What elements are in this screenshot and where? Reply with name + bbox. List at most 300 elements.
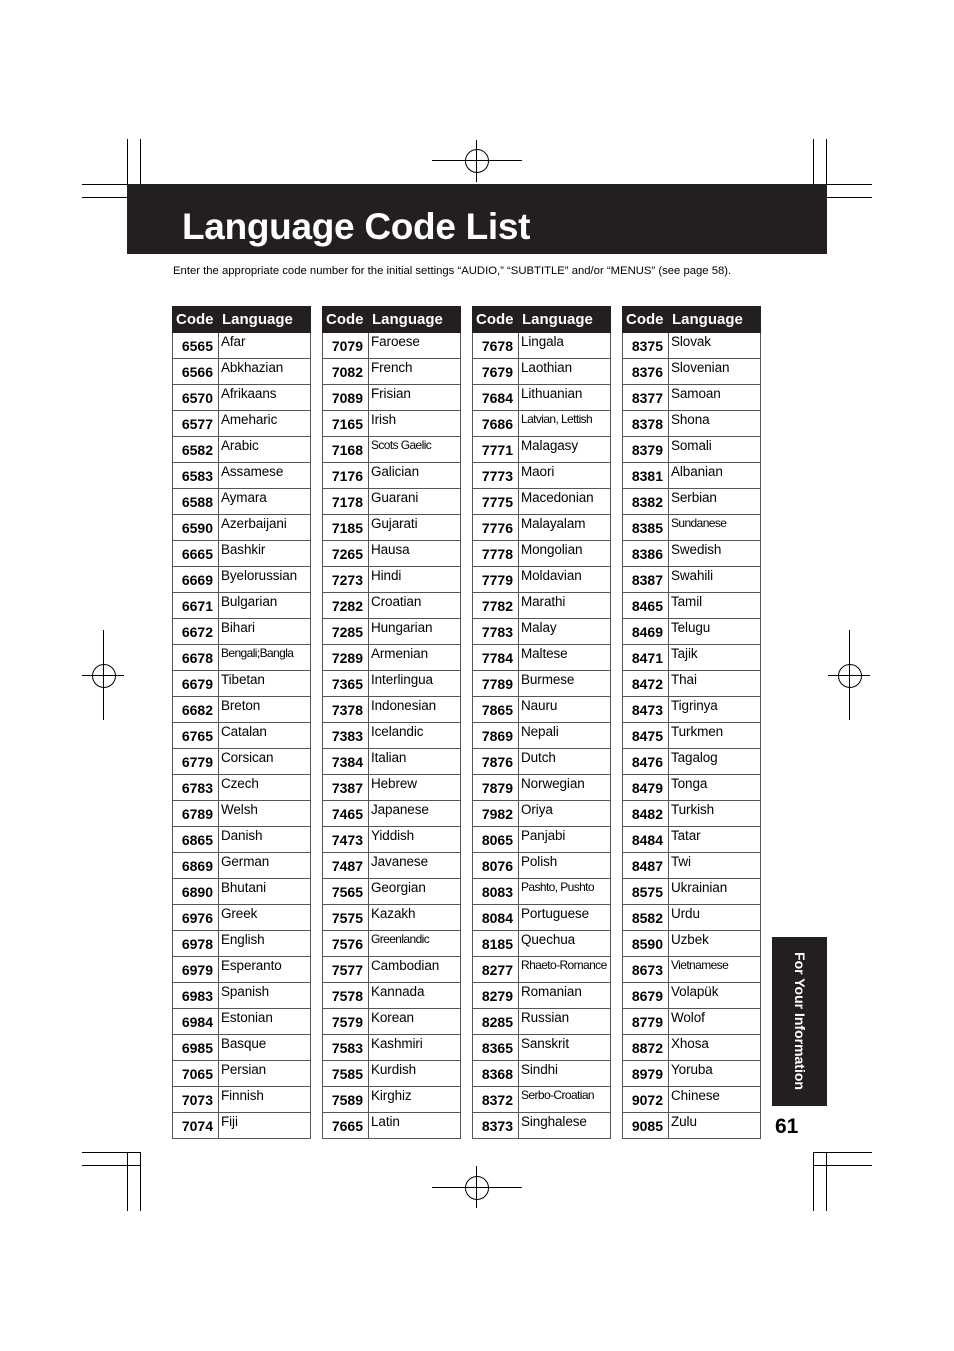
language-code: 6869 (173, 853, 219, 879)
language-code: 7185 (323, 515, 369, 541)
language-name: Japanese (369, 801, 461, 827)
table-row (473, 333, 611, 359)
language-name: Hungarian (369, 619, 461, 645)
table-row (323, 619, 461, 645)
language-name: Fiji (219, 1113, 311, 1139)
table-row (473, 489, 611, 515)
table-row (173, 983, 311, 1009)
header-language: Language (219, 307, 311, 333)
language-name: Kannada (369, 983, 461, 1009)
language-code: 7869 (473, 723, 519, 749)
language-name: Guarani (369, 489, 461, 515)
table-row (173, 541, 311, 567)
language-name: Yiddish (369, 827, 461, 853)
language-code: 6984 (173, 1009, 219, 1035)
language-name: Welsh (219, 801, 311, 827)
code-table-3 (472, 306, 611, 1139)
language-name: Tatar (669, 827, 761, 853)
table-row (173, 723, 311, 749)
language-name: Armenian (369, 645, 461, 671)
language-code: 8387 (623, 567, 669, 593)
language-name: Tagalog (669, 749, 761, 775)
language-name: Greenlandic (369, 931, 461, 957)
table-row (323, 567, 461, 593)
table-row (623, 853, 761, 879)
language-name: Chinese (669, 1087, 761, 1113)
language-name: Marathi (519, 593, 611, 619)
table-row (473, 515, 611, 541)
language-name: Ameharic (219, 411, 311, 437)
language-code: 7487 (323, 853, 369, 879)
table-row (323, 931, 461, 957)
language-code: 6765 (173, 723, 219, 749)
table-row (473, 1061, 611, 1087)
header-code: Code (623, 307, 669, 333)
table-row (323, 723, 461, 749)
table-row (323, 1061, 461, 1087)
language-name: Turkish (669, 801, 761, 827)
language-code: 8476 (623, 749, 669, 775)
language-name: Sundanese (669, 515, 761, 541)
table-row (173, 801, 311, 827)
language-name: Esperanto (219, 957, 311, 983)
page-number: 61 (775, 1115, 799, 1138)
language-code: 6570 (173, 385, 219, 411)
language-name: Zulu (669, 1113, 761, 1139)
language-code: 7771 (473, 437, 519, 463)
table-row (623, 905, 761, 931)
language-code: 8375 (623, 333, 669, 359)
language-code: 7679 (473, 359, 519, 385)
table-row (473, 827, 611, 853)
language-name: Singhalese (519, 1113, 611, 1139)
table-row (623, 749, 761, 775)
table-row (473, 853, 611, 879)
language-name: Faroese (369, 333, 461, 359)
table-row (473, 541, 611, 567)
language-code: 6985 (173, 1035, 219, 1061)
table-row (173, 957, 311, 983)
language-name: French (369, 359, 461, 385)
table-row (473, 1113, 611, 1139)
language-code: 9085 (623, 1113, 669, 1139)
table-row (623, 879, 761, 905)
table-row (473, 957, 611, 983)
table-row (173, 749, 311, 775)
table-header-row (323, 307, 461, 333)
language-code: 7089 (323, 385, 369, 411)
table-row (623, 697, 761, 723)
table-row (623, 385, 761, 411)
table-row (623, 645, 761, 671)
language-code: 8386 (623, 541, 669, 567)
language-name: Serbo-Croatian (519, 1087, 611, 1113)
language-name: Bengali;Bangla (219, 645, 311, 671)
language-name: Hebrew (369, 775, 461, 801)
table-row (323, 359, 461, 385)
language-name: German (219, 853, 311, 879)
language-name: Volapük (669, 983, 761, 1009)
table-row (623, 671, 761, 697)
table-row (323, 411, 461, 437)
language-code: 7265 (323, 541, 369, 567)
language-code: 7678 (473, 333, 519, 359)
language-name: Czech (219, 775, 311, 801)
language-code: 8373 (473, 1113, 519, 1139)
language-code: 8473 (623, 697, 669, 723)
language-code: 7384 (323, 749, 369, 775)
language-code: 7165 (323, 411, 369, 437)
language-name: Catalan (219, 723, 311, 749)
language-code: 6577 (173, 411, 219, 437)
language-name: Scots Gaelic (369, 437, 461, 463)
language-name: English (219, 931, 311, 957)
table-row (323, 593, 461, 619)
table-row (323, 827, 461, 853)
language-code: 8084 (473, 905, 519, 931)
language-code: 7565 (323, 879, 369, 905)
language-code: 6671 (173, 593, 219, 619)
language-code: 8979 (623, 1061, 669, 1087)
language-name: Oriya (519, 801, 611, 827)
header-code: Code (473, 307, 519, 333)
language-name: Romanian (519, 983, 611, 1009)
language-name: Finnish (219, 1087, 311, 1113)
language-name: Sindhi (519, 1061, 611, 1087)
language-code: 6565 (173, 333, 219, 359)
language-name: Nepali (519, 723, 611, 749)
language-code: 7585 (323, 1061, 369, 1087)
table-row (473, 411, 611, 437)
language-code: 6865 (173, 827, 219, 853)
language-name: Slovenian (669, 359, 761, 385)
page-title: Language Code List (182, 206, 531, 247)
table-row (623, 619, 761, 645)
language-name: Norwegian (519, 775, 611, 801)
language-code: 8379 (623, 437, 669, 463)
table-row (323, 385, 461, 411)
language-code: 7789 (473, 671, 519, 697)
language-code: 8381 (623, 463, 669, 489)
language-name: Malagasy (519, 437, 611, 463)
language-code: 7879 (473, 775, 519, 801)
table-row (473, 723, 611, 749)
table-row (473, 671, 611, 697)
language-name: Spanish (219, 983, 311, 1009)
table-row (323, 905, 461, 931)
table-row (623, 931, 761, 957)
language-code: 8590 (623, 931, 669, 957)
language-name: Samoan (669, 385, 761, 411)
language-code: 7465 (323, 801, 369, 827)
language-name: Korean (369, 1009, 461, 1035)
language-code: 6566 (173, 359, 219, 385)
table-row (173, 463, 311, 489)
language-code: 7079 (323, 333, 369, 359)
section-tab-label: For Your Information (792, 952, 808, 1090)
language-name: Polish (519, 853, 611, 879)
table-row (323, 541, 461, 567)
language-name: Kurdish (369, 1061, 461, 1087)
language-code: 8872 (623, 1035, 669, 1061)
table-row (623, 1061, 761, 1087)
language-code: 8376 (623, 359, 669, 385)
language-code: 7783 (473, 619, 519, 645)
language-name: Pashto, Pushto (519, 879, 611, 905)
language-name: Indonesian (369, 697, 461, 723)
intro-text: Enter the appropriate code number for the initial settings “AUDIO,” “SUBTITLE” and/or “MENUS” (see page 58). (173, 265, 732, 277)
language-code: 8083 (473, 879, 519, 905)
language-name: Laothian (519, 359, 611, 385)
language-name: Kashmiri (369, 1035, 461, 1061)
language-name: Estonian (219, 1009, 311, 1035)
title-bar (127, 184, 827, 254)
language-code: 7583 (323, 1035, 369, 1061)
language-code: 7982 (473, 801, 519, 827)
language-code: 7773 (473, 463, 519, 489)
table-row (173, 645, 311, 671)
language-code: 8575 (623, 879, 669, 905)
language-name: Javanese (369, 853, 461, 879)
table-row (173, 619, 311, 645)
table-row (473, 359, 611, 385)
language-name: Lingala (519, 333, 611, 359)
table-row (623, 463, 761, 489)
language-name: Abkhazian (219, 359, 311, 385)
code-table-4 (622, 306, 761, 1139)
language-name: Malay (519, 619, 611, 645)
language-code: 8469 (623, 619, 669, 645)
table-row (623, 1009, 761, 1035)
language-code: 7473 (323, 827, 369, 853)
language-name: Swahili (669, 567, 761, 593)
table-row (473, 931, 611, 957)
language-code: 7876 (473, 749, 519, 775)
language-name: Assamese (219, 463, 311, 489)
language-name: Greek (219, 905, 311, 931)
table-row (173, 1035, 311, 1061)
language-name: Tonga (669, 775, 761, 801)
table-row (173, 567, 311, 593)
table-row (173, 827, 311, 853)
table-row (323, 853, 461, 879)
language-code: 8673 (623, 957, 669, 983)
language-name: Twi (669, 853, 761, 879)
table-row (323, 1035, 461, 1061)
table-row (473, 437, 611, 463)
language-name: Albanian (669, 463, 761, 489)
table-row (323, 645, 461, 671)
language-code: 6682 (173, 697, 219, 723)
language-name: Tamil (669, 593, 761, 619)
language-name: Malayalam (519, 515, 611, 541)
section-tab (772, 937, 827, 1106)
table-row (173, 697, 311, 723)
language-code: 7383 (323, 723, 369, 749)
table-row (623, 983, 761, 1009)
table-row (623, 359, 761, 385)
language-name: Ukrainian (669, 879, 761, 905)
language-code: 6679 (173, 671, 219, 697)
language-code: 7178 (323, 489, 369, 515)
language-code: 6789 (173, 801, 219, 827)
language-code: 8472 (623, 671, 669, 697)
language-name: Latin (369, 1113, 461, 1139)
language-code: 8471 (623, 645, 669, 671)
language-name: Afar (219, 333, 311, 359)
language-name: Gujarati (369, 515, 461, 541)
table-row (473, 385, 611, 411)
language-code: 6583 (173, 463, 219, 489)
language-name: Shona (669, 411, 761, 437)
language-code: 7778 (473, 541, 519, 567)
language-name: Quechua (519, 931, 611, 957)
language-code: 8779 (623, 1009, 669, 1035)
language-code: 6983 (173, 983, 219, 1009)
table-row (323, 489, 461, 515)
language-name: Vietnamese (669, 957, 761, 983)
language-name: Frisian (369, 385, 461, 411)
table-row (623, 827, 761, 853)
language-name: Persian (219, 1061, 311, 1087)
language-code: 8277 (473, 957, 519, 983)
language-code: 7365 (323, 671, 369, 697)
language-code: 8372 (473, 1087, 519, 1113)
language-name: Corsican (219, 749, 311, 775)
language-code: 9072 (623, 1087, 669, 1113)
language-name: Georgian (369, 879, 461, 905)
language-code: 7782 (473, 593, 519, 619)
table-row (173, 853, 311, 879)
table-row (173, 359, 311, 385)
table-row (623, 489, 761, 515)
code-table-1 (172, 306, 311, 1139)
language-code: 8479 (623, 775, 669, 801)
language-code: 8382 (623, 489, 669, 515)
table-row (623, 411, 761, 437)
table-row (173, 671, 311, 697)
language-name: Tajik (669, 645, 761, 671)
language-code: 7082 (323, 359, 369, 385)
language-code: 6979 (173, 957, 219, 983)
language-name: Bashkir (219, 541, 311, 567)
language-code: 8378 (623, 411, 669, 437)
language-code: 7589 (323, 1087, 369, 1113)
language-code: 7775 (473, 489, 519, 515)
table-row (323, 1009, 461, 1035)
language-name: Yoruba (669, 1061, 761, 1087)
table-row (173, 879, 311, 905)
table-row (323, 333, 461, 359)
language-name: Italian (369, 749, 461, 775)
table-row (473, 1087, 611, 1113)
language-code: 6672 (173, 619, 219, 645)
language-name: Bihari (219, 619, 311, 645)
language-code: 8365 (473, 1035, 519, 1061)
language-name: Moldavian (519, 567, 611, 593)
language-code: 7684 (473, 385, 519, 411)
table-row (623, 333, 761, 359)
table-row (473, 983, 611, 1009)
language-name: Interlingua (369, 671, 461, 697)
language-name: Tigrinya (669, 697, 761, 723)
language-code: 8377 (623, 385, 669, 411)
language-code: 8475 (623, 723, 669, 749)
table-row (623, 1035, 761, 1061)
table-row (173, 385, 311, 411)
table-row (623, 957, 761, 983)
table-row (473, 697, 611, 723)
table-row (473, 593, 611, 619)
table-row (473, 1009, 611, 1035)
table-row (473, 1035, 611, 1061)
language-name: Sanskrit (519, 1035, 611, 1061)
language-name: Azerbaijani (219, 515, 311, 541)
table-row (323, 749, 461, 775)
table-row (323, 801, 461, 827)
table-row (323, 697, 461, 723)
language-name: Bulgarian (219, 593, 311, 619)
language-name: Icelandic (369, 723, 461, 749)
table-row (323, 957, 461, 983)
language-name: Mongolian (519, 541, 611, 567)
language-name: Lithuanian (519, 385, 611, 411)
language-name: Nauru (519, 697, 611, 723)
table-row (623, 593, 761, 619)
table-row (473, 905, 611, 931)
language-name: Aymara (219, 489, 311, 515)
language-name: Telugu (669, 619, 761, 645)
language-code: 8279 (473, 983, 519, 1009)
language-code: 7282 (323, 593, 369, 619)
language-code: 7779 (473, 567, 519, 593)
language-code: 8582 (623, 905, 669, 931)
table-row (323, 463, 461, 489)
table-row (473, 619, 611, 645)
table-row (173, 489, 311, 515)
table-row (173, 1113, 311, 1139)
header-language: Language (369, 307, 461, 333)
table-row (473, 749, 611, 775)
table-row (323, 1113, 461, 1139)
language-code: 8484 (623, 827, 669, 853)
table-row (173, 931, 311, 957)
language-name: Burmese (519, 671, 611, 697)
language-code: 7576 (323, 931, 369, 957)
table-row (173, 437, 311, 463)
language-name: Urdu (669, 905, 761, 931)
language-name: Danish (219, 827, 311, 853)
table-row (173, 593, 311, 619)
language-name: Somali (669, 437, 761, 463)
header-code: Code (323, 307, 369, 333)
language-name: Xhosa (669, 1035, 761, 1061)
table-row (173, 333, 311, 359)
language-name: Rhaeto-Romance (519, 957, 611, 983)
language-code: 6678 (173, 645, 219, 671)
table-row (623, 801, 761, 827)
language-code: 8076 (473, 853, 519, 879)
table-row (323, 437, 461, 463)
table-row (473, 775, 611, 801)
language-name: Thai (669, 671, 761, 697)
table-header-row (173, 307, 311, 333)
header-code: Code (173, 307, 219, 333)
language-code: 6582 (173, 437, 219, 463)
language-name: Afrikaans (219, 385, 311, 411)
table-row (623, 567, 761, 593)
language-code: 8185 (473, 931, 519, 957)
